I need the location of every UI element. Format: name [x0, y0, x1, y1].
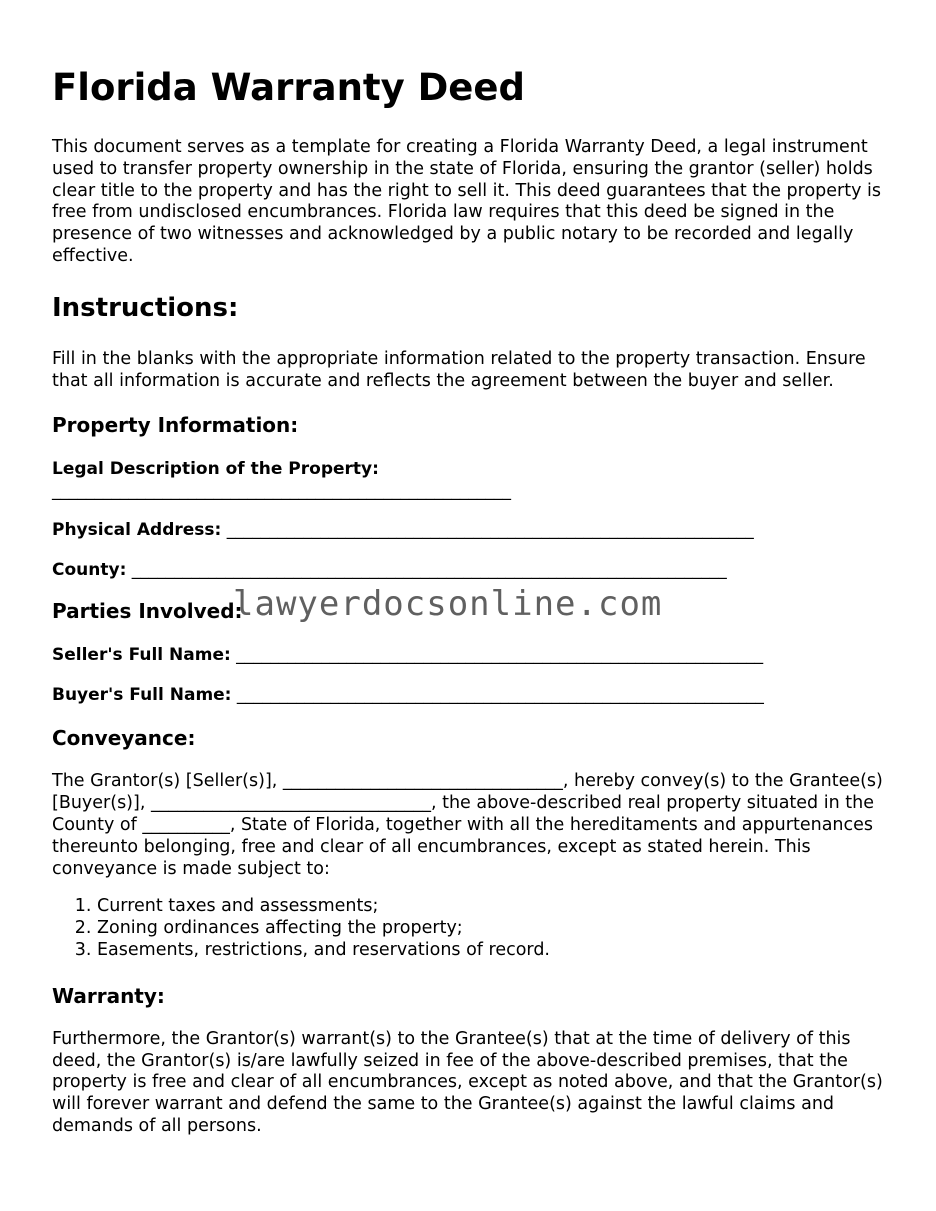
- warranty-heading: Warranty:: [52, 983, 165, 1008]
- county-label: County:: [52, 560, 127, 581]
- instructions-paragraph: Fill in the blanks with the appropriate information related to the property transaction. Ensure that all information is accurate and reflects the agreement between the buyer and seller.: [52, 348, 866, 391]
- physical-address-blank[interactable]: ______________________________________________________________: [226, 520, 754, 541]
- document-page: [52, 0, 888, 1138]
- buyer-name-field: [52, 684, 888, 706]
- list-item: 3. Easements, restrictions, and reservations of record.: [97, 940, 888, 962]
- property-info-heading: Property Information:: [52, 413, 299, 438]
- conveyance-county-blank[interactable]: __________: [142, 814, 230, 835]
- legal-description-field: [52, 458, 888, 502]
- list-item: 2. Zoning ordinances affecting the property;: [97, 918, 888, 940]
- conveyance-text-1: The Grantor(s) [Seller(s)],: [52, 771, 283, 792]
- conveyance-heading: Conveyance:: [52, 726, 196, 751]
- legal-description-label: Legal Description of the Property:: [52, 459, 379, 480]
- conveyance-text-4: , State of Florida, together with all the hereditaments and appurtenances thereunto belonging, free and clear of all encumbrances, except as stated herein. This conveyance is made subject to:: [52, 814, 874, 879]
- physical-address-field: [52, 519, 888, 541]
- conveyance-text-2: , hereby convey(s) to the Grantee(s) [Buyer(s)],: [52, 771, 883, 814]
- buyer-name-blank[interactable]: ______________________________________________________________: [236, 685, 764, 706]
- list-item: 1. Current taxes and assessments;: [97, 896, 888, 918]
- document-title: Florida Warranty Deed: [52, 66, 525, 109]
- conveyance-paragraph: [52, 771, 888, 880]
- county-field: [52, 559, 888, 581]
- conveyance-conditions-list: [52, 896, 888, 961]
- parties-heading: Parties Involved:: [52, 599, 243, 624]
- county-blank[interactable]: ______________________________________________________________________: [131, 560, 727, 581]
- warranty-paragraph: Furthermore, the Grantor(s) warrant(s) to the Grantee(s) that at the time of delivery of this deed, the Grantor(s) is/are lawfully seized in fee of the above-described premises, that the property is free and clear of all encumbrances, except as noted above, and that the Grantor(s) will forever warrant and defend the same to the Grantee(s) against the lawful claims and demands of all persons.: [52, 1028, 883, 1136]
- seller-name-field: [52, 644, 888, 666]
- seller-name-label: Seller's Full Name:: [52, 645, 231, 666]
- conveyance-text-3: , the above-described real property situated in the County of: [52, 793, 874, 835]
- buyer-name-label: Buyer's Full Name:: [52, 685, 232, 706]
- instructions-heading: Instructions:: [52, 292, 239, 323]
- watermark: lawyerdocsonline.com: [233, 584, 663, 624]
- physical-address-label: Physical Address:: [52, 520, 222, 541]
- grantee-blank[interactable]: ________________________________: [150, 793, 431, 814]
- seller-name-blank[interactable]: ______________________________________________________________: [236, 645, 764, 666]
- intro-paragraph: This document serves as a template for creating a Florida Warranty Deed, a legal instrument used to transfer property ownership in the state of Florida, ensuring the grantor (seller) holds clear title to the property and has the right to sell it. This deed guarantees that the property is free from undisclosed encumbrances. Florida law requires that this deed be signed in the presence of two witnesses and acknowledged by a public notary to be recorded and legally effective.: [52, 137, 881, 266]
- legal-description-blank[interactable]: ______________________________________________________: [52, 481, 511, 502]
- grantor-blank[interactable]: ________________________________: [282, 771, 563, 792]
